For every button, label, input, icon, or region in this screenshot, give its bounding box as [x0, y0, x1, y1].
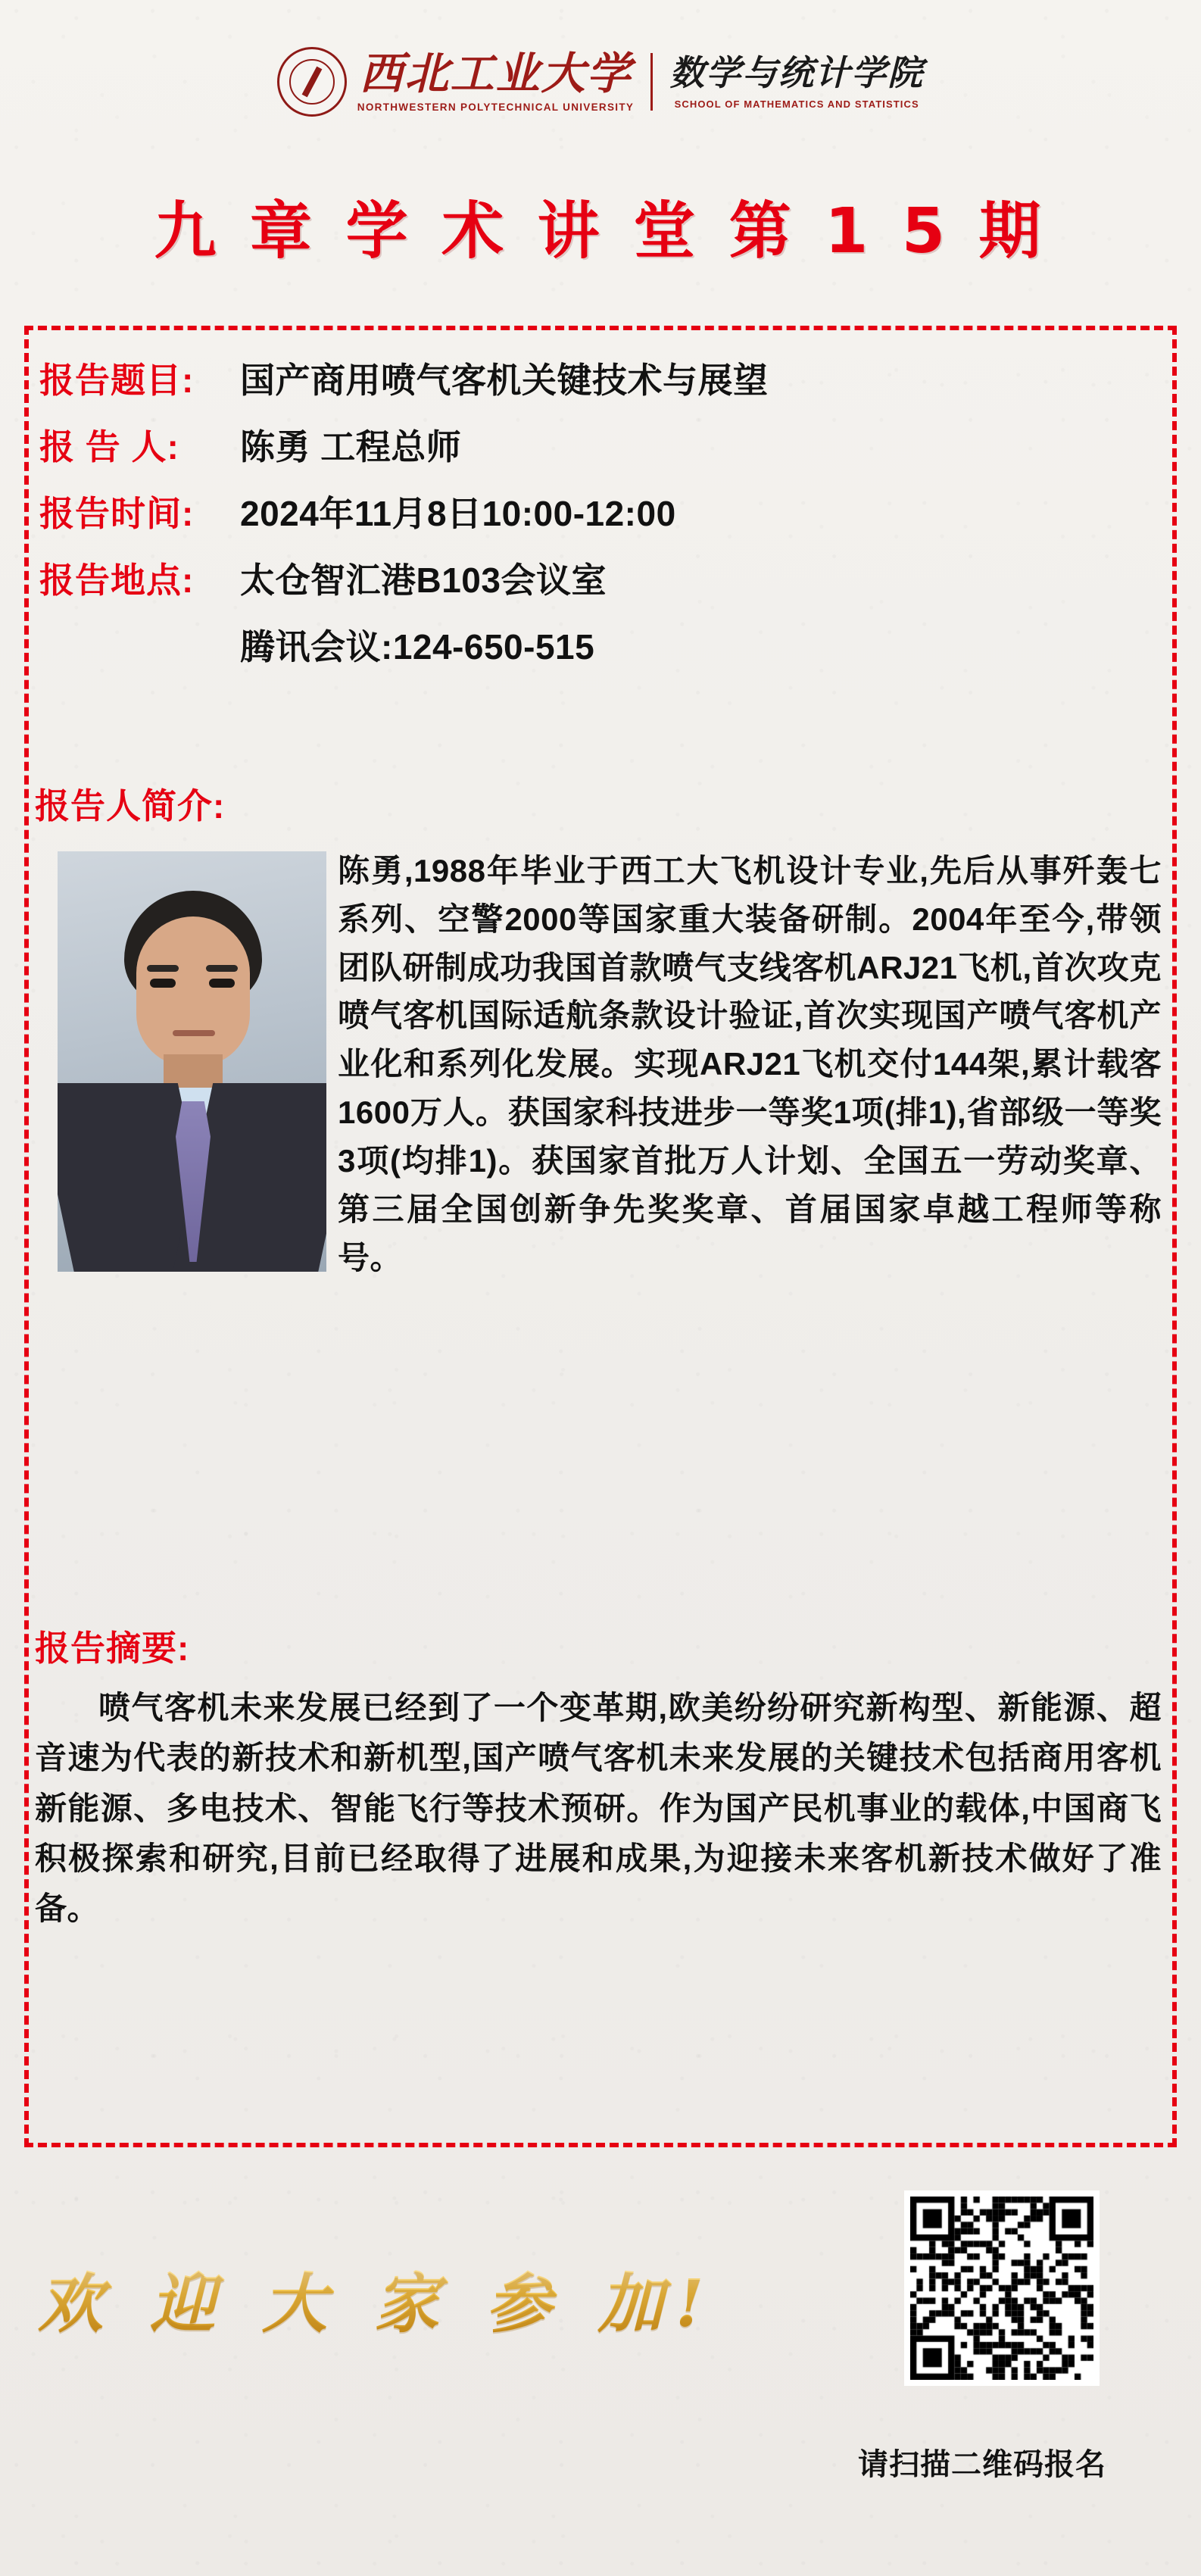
bio-text-wrapper [35, 847, 1162, 1282]
school-name-cn: 数学与统计学院 [669, 52, 925, 94]
topic-value: 国产商用喷气客机关键技术与展望 [240, 361, 769, 400]
place-label: 报告地点: [39, 560, 195, 600]
header-logo-row [0, 47, 1201, 117]
portrait-float-spacer [35, 847, 338, 1279]
university-name-en: NORTHWESTERN POLYTECHNICAL UNIVERSITY [357, 101, 635, 113]
info-block [39, 353, 1160, 686]
qr-code-icon[interactable] [904, 2190, 1100, 2386]
speaker-label: 报 告 人: [39, 427, 179, 467]
info-row-time [39, 486, 1160, 536]
info-row-speaker [39, 420, 1160, 470]
university-crest-icon [277, 47, 347, 117]
qr-code-canvas [910, 2197, 1093, 2380]
school-name-block [669, 54, 924, 110]
abstract-heading: 报告摘要: [35, 1628, 190, 1668]
welcome-text: 欢 迎 大 家 参 加! [38, 2251, 716, 2345]
abstract-text: 喷气客机未来发展已经到了一个变革期,欧美纷纷研究新构型、新能源、超音速为代表的新技术和新机型,国产喷气客机未来发展的关键技术包括商用客机新能源、多电技术、智能飞行等技术预研。作为国产民机事业的载体,中国商飞积极探索和研究,目前已经取得了进展和成果,为迎接未来客机新技术做好了准备。 [35, 1690, 1162, 1927]
speaker-value: 陈勇 工程总师 [240, 427, 462, 467]
info-row-topic [39, 353, 1160, 403]
info-row-place [39, 553, 1160, 603]
meeting-value: 腾讯会议:124-650-515 [240, 627, 595, 667]
info-row-meeting [39, 620, 1160, 670]
time-label: 报告时间: [39, 494, 195, 533]
time-value: 2024年11月8日10:00-12:00 [240, 494, 676, 533]
place-value: 太仓智汇港B103会议室 [240, 560, 607, 600]
university-name-block [357, 48, 635, 113]
page-title: 九 章 学 术 讲 堂 第 1 5 期 [154, 195, 1047, 267]
logo-divider [650, 53, 653, 111]
bio-text: 陈勇,1988年毕业于西工大飞机设计专业,先后从事歼轰七系列、空警2000等国家重大装备研制。2004年至今,带领团队研制成功我国首款喷气支线客机ARJ21飞机,首次攻克喷气客机国际适航条款设计验证,首次实现国产喷气客机产业化和系列化发展。实现ARJ21飞机交付144架,累计载客1600万人。获国家科技进步一等奖1项(排1),省部级一等奖3项(均排1)。获国家首批万人计划、全国五一劳动奖章、第三届全国创新争先奖奖章、首届国家卓越工程师等称号。 [338, 853, 1162, 1276]
bio-heading: 报告人简介: [35, 786, 226, 826]
university-name-cn: 西北工业大学 [359, 48, 632, 100]
topic-label: 报告题目: [39, 361, 195, 400]
qr-caption: 请扫描二维码报名 [858, 2448, 1106, 2481]
school-name-en: SCHOOL OF MATHEMATICS AND STATISTICS [674, 98, 919, 110]
